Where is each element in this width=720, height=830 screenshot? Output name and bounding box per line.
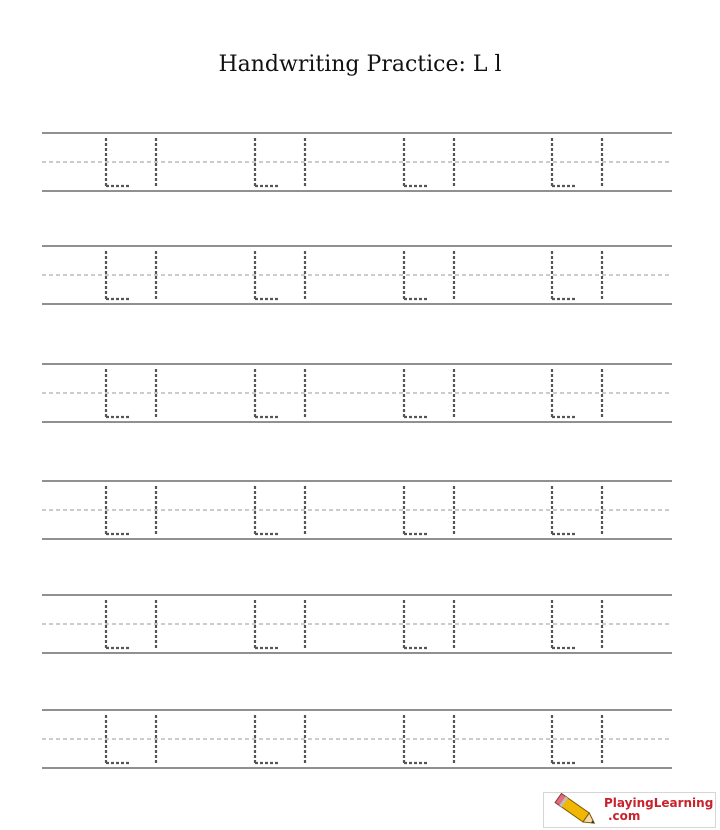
site-logo[interactable]: [543, 792, 716, 828]
logo-text: [604, 797, 713, 823]
pencil-icon: [550, 793, 602, 829]
page-title: Handwriting Practice: L l: [218, 52, 502, 77]
logo-name: PlayingLearning: [604, 796, 714, 810]
logo-suffix: .com: [608, 809, 641, 823]
